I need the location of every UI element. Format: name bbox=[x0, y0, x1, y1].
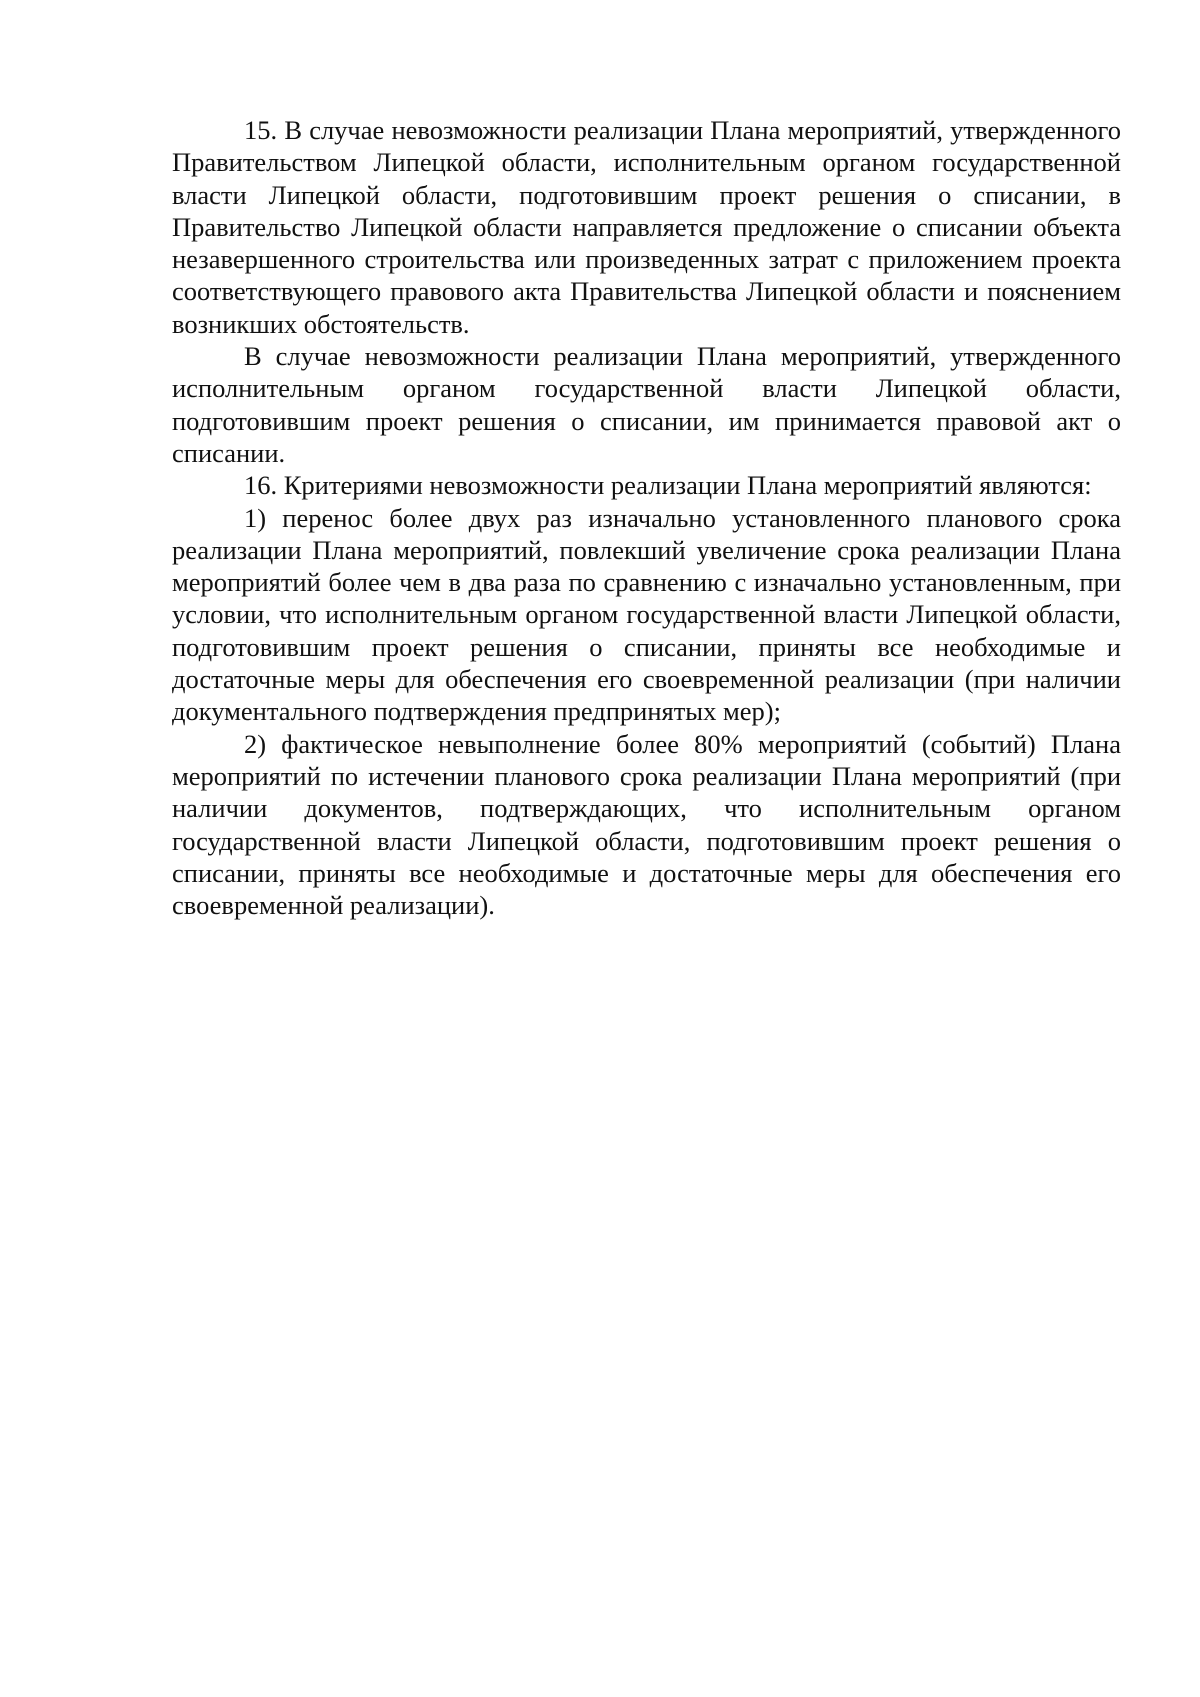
criterion-2-nonfulfillment: 2) фактическое невыполнение более 80% мероприятий (событий) Плана мероприятий по истечении планового срока реализации Плана мероприятий (при наличии документов, подтверждающих, что исполнительным органом государственной власти Липецкой области, подготовившим проект решения о списании, приняты все необходимые и достаточные меры для обеспечения его своевременной реализации). bbox=[172, 728, 1121, 921]
paragraph-legal-act-adoption: В случае невозможности реализации Плана мероприятий, утвержденного исполнительным органом государственной власти Липецкой области, подготовившим проект решения о списании, им принимается правовой акт о списании. bbox=[172, 341, 1121, 468]
document-body bbox=[172, 114, 1121, 921]
paragraph-16-criteria: 16. Критериями невозможности реализации Плана мероприятий являются: bbox=[244, 470, 1092, 501]
criterion-1-deadline-postponement: 1) перенос более двух раз изначально установленного планового срока реализации Плана мероприятий, повлекший увеличение срока реализации Плана мероприятий более чем в два раза по сравнению с изначально установленным, при условии, что исполнительным органом государственной власти Липецкой области, подготовившим проект решения о списании, приняты все необходимые и достаточные меры для обеспечения его своевременной реализации (при наличии документального подтверждения предпринятых мер); bbox=[172, 502, 1121, 727]
paragraph-15-plan-impossibility: 15. В случае невозможности реализации Плана мероприятий, утвержденного Правительством Липецкой области, исполнительным органом государственной власти Липецкой области, подготовившим проект решения о списании, в Правительство Липецкой области направляется предложение о списании объекта незавершенного строительства или произведенных затрат с приложением проекта соответствующего правового акта Правительства Липецкой области и пояснением возникших обстоятельств. bbox=[172, 115, 1121, 339]
